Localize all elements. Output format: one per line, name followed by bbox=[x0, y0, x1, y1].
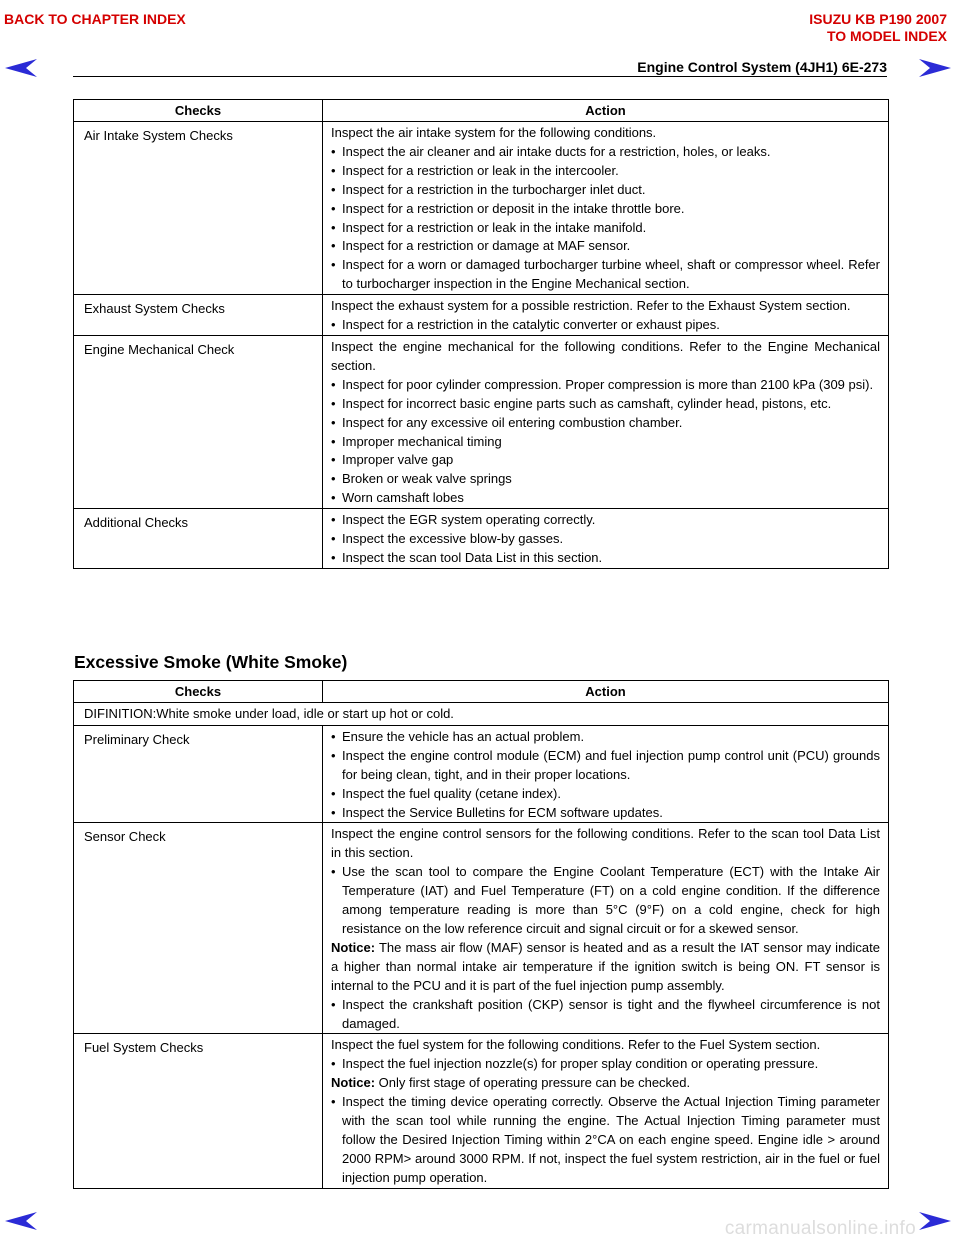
list-item: • Inspect for a restriction in the turbocharger inlet duct. bbox=[331, 181, 880, 200]
list-item: • Inspect for poor cylinder compression. Proper compression is more than 2100 kPa (309 psi). bbox=[331, 376, 880, 395]
column-header-action: Action bbox=[323, 681, 889, 703]
list-item: • Inspect for a restriction or damage at MAF sensor. bbox=[331, 237, 880, 256]
next-page-arrow-icon[interactable] bbox=[918, 1211, 952, 1231]
action-cell bbox=[323, 122, 889, 295]
list-item: • Ensure the vehicle has an actual problem. bbox=[331, 728, 880, 747]
action-cell bbox=[323, 509, 889, 569]
check-cell: Engine Mechanical Check bbox=[74, 335, 323, 508]
action-cell bbox=[323, 823, 889, 1034]
list-item: • Inspect for a restriction in the catalytic converter or exhaust pipes. bbox=[331, 316, 880, 335]
bullet-icon: • bbox=[331, 433, 336, 449]
bullet-icon: • bbox=[331, 317, 336, 333]
action-cell bbox=[323, 295, 889, 336]
bullet-icon: • bbox=[331, 1094, 336, 1110]
action-cell bbox=[323, 1034, 889, 1188]
action-cell bbox=[323, 335, 889, 508]
checks-table-1 bbox=[73, 99, 889, 569]
list-item: • Inspect for a worn or damaged turbocharger turbine wheel, shaft or compressor wheel. Refer to turbocharger inspection in the Engine Mechanical section. bbox=[331, 257, 880, 292]
table-row bbox=[74, 1034, 889, 1188]
list-item: • Inspect for a restriction or leak in the intake manifold. bbox=[331, 219, 880, 238]
bullet-icon: • bbox=[331, 376, 336, 392]
column-header-action: Action bbox=[323, 100, 889, 122]
list-item: • Inspect the engine control module (ECM) and fuel injection pump control unit (PCU) grounds for being clean, tight, and in their proper locations. bbox=[331, 747, 880, 782]
check-cell: Fuel System Checks bbox=[74, 1034, 323, 1188]
column-header-checks: Checks bbox=[74, 681, 323, 703]
table-header-row bbox=[74, 681, 889, 703]
bullet-icon: • bbox=[331, 728, 336, 744]
list-item: • Improper mechanical timing bbox=[331, 433, 880, 452]
check-cell: Exhaust System Checks bbox=[74, 295, 323, 336]
bullet-icon: • bbox=[331, 490, 336, 506]
action-text: Inspect the exhaust system for a possible restriction. Refer to the Exhaust System section. bbox=[331, 298, 851, 314]
list-item: • Inspect the air cleaner and air intake ducts for a restriction, holes, or leaks. bbox=[331, 143, 880, 162]
bullet-icon: • bbox=[331, 512, 336, 528]
list-item: • Inspect the fuel injection nozzle(s) for proper splay condition or operating pressure. bbox=[331, 1055, 880, 1074]
list-item: • Inspect for a restriction or deposit in the intake throttle bore. bbox=[331, 200, 880, 219]
notice-text: Notice: The mass air flow (MAF) sensor is heated and as a result the IAT sensor may indicate a higher than normal intake air temperature if the ignition switch is being ON. FT sensor is internal to the PCU and it is part of the fuel injection pump assembly. bbox=[331, 939, 880, 993]
to-model-index-label: TO MODEL INDEX bbox=[826, 28, 947, 44]
list-item: • Inspect the excessive blow-by gasses. bbox=[331, 530, 880, 549]
notice-label: Notice: bbox=[331, 1075, 376, 1091]
bullet-icon: • bbox=[331, 804, 336, 820]
action-text: Inspect the fuel system for the following conditions. Refer to the Fuel System section. bbox=[331, 1037, 821, 1053]
model-name-label: ISUZU KB P190 2007 bbox=[809, 11, 947, 27]
bullet-icon: • bbox=[331, 452, 336, 468]
bullet-icon: • bbox=[331, 219, 336, 235]
notice-label: Notice: bbox=[331, 939, 376, 955]
list-item: • Inspect for incorrect basic engine parts such as camshaft, cylinder head, pistons, etc. bbox=[331, 395, 880, 414]
table-row bbox=[74, 335, 889, 508]
bullet-icon: • bbox=[331, 200, 336, 216]
bullet-icon: • bbox=[331, 1056, 336, 1072]
to-model-index-link[interactable] bbox=[809, 11, 947, 45]
list-item: • Inspect the scan tool Data List in this section. bbox=[331, 549, 880, 568]
action-text: Inspect the air intake system for the following conditions. bbox=[331, 125, 657, 140]
list-item: • Inspect for a restriction or leak in the intercooler. bbox=[331, 162, 880, 181]
previous-page-arrow-icon[interactable] bbox=[4, 58, 38, 78]
check-cell: Additional Checks bbox=[74, 509, 323, 569]
bullet-icon: • bbox=[331, 549, 336, 565]
notice-text: Notice: Only first stage of operating pressure can be checked. bbox=[331, 1075, 691, 1091]
list-item: • Inspect the crankshaft position (CKP) sensor is tight and the flywheel circumference is not damaged. bbox=[331, 996, 880, 1031]
bullet-icon: • bbox=[331, 238, 336, 254]
bullet-icon: • bbox=[331, 531, 336, 547]
list-item: • Worn camshaft lobes bbox=[331, 489, 880, 508]
list-item: • Inspect the EGR system operating correctly. bbox=[331, 511, 880, 530]
check-cell: Preliminary Check bbox=[74, 725, 323, 823]
list-item: • Inspect for any excessive oil entering combustion chamber. bbox=[331, 414, 880, 433]
list-item: • Broken or weak valve springs bbox=[331, 470, 880, 489]
bullet-icon: • bbox=[331, 414, 336, 430]
header-divider bbox=[73, 76, 887, 77]
bullet-icon: • bbox=[331, 143, 336, 159]
list-item: • Use the scan tool to compare the Engine Coolant Temperature (ECT) with the Intake Air Temperature (IAT) and Fuel Temperature (FT) on a cold engine condition. If the difference among temperature reading is more than 5°C (9°F) on a cold engine, check for high resistance on the low reference circuit and signal circuit or for a skewed sensor. bbox=[331, 864, 880, 936]
definition-row bbox=[74, 703, 889, 726]
previous-page-arrow-icon[interactable] bbox=[4, 1211, 38, 1231]
next-page-arrow-icon[interactable] bbox=[918, 58, 952, 78]
action-text: Inspect the engine control sensors for the following conditions. Refer to the scan tool Data List in this section. bbox=[331, 826, 880, 861]
column-header-checks: Checks bbox=[74, 100, 323, 122]
bullet-icon: • bbox=[331, 162, 336, 178]
bullet-icon: • bbox=[331, 747, 336, 763]
definition-cell: DIFINITION:White smoke under load, idle or start up hot or cold. bbox=[74, 703, 889, 726]
page-header-title: Engine Control System (4JH1) 6E-273 bbox=[637, 59, 887, 75]
bullet-icon: • bbox=[331, 864, 336, 880]
check-cell: Sensor Check bbox=[74, 823, 323, 1034]
list-item: • Improper valve gap bbox=[331, 451, 880, 470]
bullet-icon: • bbox=[331, 395, 336, 411]
action-cell bbox=[323, 725, 889, 823]
bullet-icon: • bbox=[331, 996, 336, 1012]
section-title: Excessive Smoke (White Smoke) bbox=[74, 652, 348, 672]
table-row bbox=[74, 725, 889, 823]
list-item: • Inspect the timing device operating correctly. Observe the Actual Injection Timing parameter with the scan tool while running the engine. The Actual Injection Timing parameter must follow the Desired Injection Timing within 2°CA on each engine speed. Engine idle > around 2000 RPM> around 3000 RPM. If not, inspect the fuel system restriction, air in the fuel or fuel injection pump operation. bbox=[331, 1094, 880, 1185]
table-row bbox=[74, 509, 889, 569]
table-row bbox=[74, 122, 889, 295]
list-item: • Inspect the fuel quality (cetane index). bbox=[331, 785, 880, 804]
back-to-chapter-index-link[interactable]: BACK TO CHAPTER INDEX bbox=[4, 11, 186, 27]
checks-table-2 bbox=[73, 680, 889, 1189]
watermark-text: carmanualsonline.info bbox=[724, 1218, 916, 1239]
bullet-icon: • bbox=[331, 181, 336, 197]
table-row bbox=[74, 295, 889, 336]
bullet-icon: • bbox=[331, 471, 336, 487]
action-text: Inspect the engine mechanical for the following conditions. Refer to the Engine Mechanical section. bbox=[331, 338, 880, 373]
table-row bbox=[74, 823, 889, 1034]
check-cell: Air Intake System Checks bbox=[74, 122, 323, 295]
bullet-icon: • bbox=[331, 785, 336, 801]
table-header-row bbox=[74, 100, 889, 122]
list-item: • Inspect the Service Bulletins for ECM software updates. bbox=[331, 804, 880, 823]
bullet-icon: • bbox=[331, 257, 336, 273]
